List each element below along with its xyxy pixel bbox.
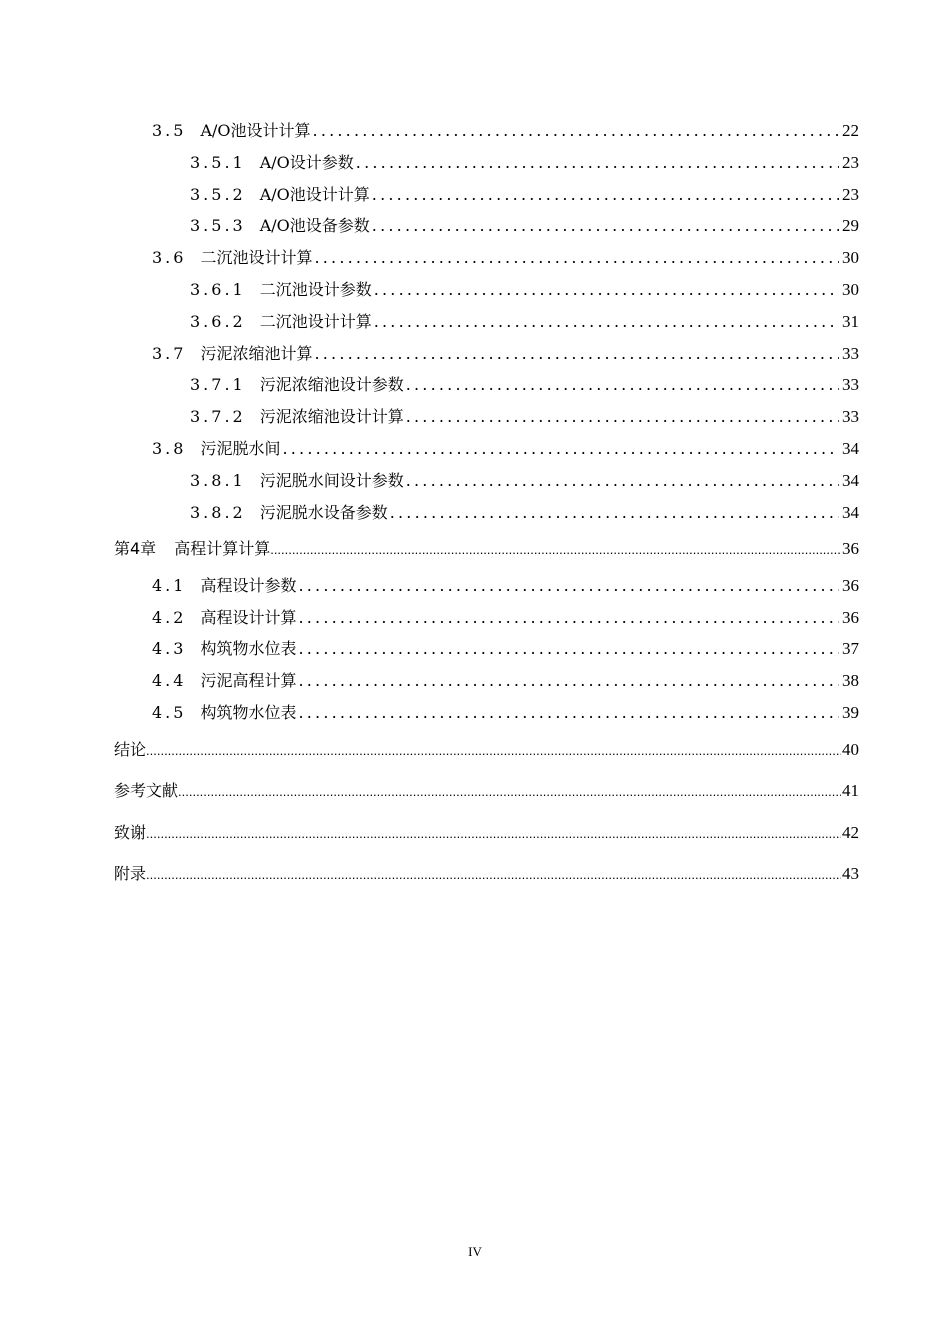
toc-entry[interactable] [0, 274, 950, 306]
toc-entry[interactable] [0, 497, 950, 529]
toc-entry-number: 4.4 [152, 671, 187, 691]
toc-entry-number: 4.2 [152, 607, 187, 627]
toc-entry-title: 高程设计计算 [200, 607, 297, 627]
toc-entry[interactable] [0, 633, 950, 665]
dot-leader [298, 570, 839, 602]
table-of-contents [0, 115, 950, 895]
dot-leader [298, 665, 839, 697]
toc-entry-title: 致谢 [114, 822, 147, 842]
toc-entry-number: 3.7.2 [190, 407, 246, 427]
toc-chapter-entry[interactable] [0, 770, 950, 812]
toc-entry[interactable] [0, 115, 950, 147]
toc-entry-title: A/O池设计计算 [259, 184, 370, 204]
toc-entry-page: 23 [842, 152, 859, 172]
toc-entry-page: 36 [842, 607, 859, 627]
toc-entry-title: 结论 [114, 739, 147, 759]
toc-entry[interactable] [0, 210, 950, 242]
toc-entry-title: 污泥浓缩池设计计算 [259, 407, 404, 427]
dot-leader [146, 854, 841, 896]
toc-entry-number: 3.6 [152, 248, 187, 268]
toc-entry[interactable] [0, 306, 950, 338]
toc-entry-number: 3.7 [152, 343, 187, 363]
toc-entry-title: 污泥脱水设备参数 [259, 502, 388, 522]
dot-leader [372, 210, 839, 242]
toc-chapter-entry[interactable] [0, 853, 950, 895]
dot-leader [313, 115, 839, 147]
toc-entry-page: 30 [842, 279, 859, 299]
dot-leader [298, 697, 839, 729]
toc-entry-title: 二沉池设计计算 [200, 248, 313, 268]
toc-entry-title: 污泥脱水间设计参数 [259, 470, 404, 490]
toc-entry[interactable] [0, 433, 950, 465]
toc-entry-title: 污泥浓缩池设计参数 [259, 375, 404, 395]
dot-leader [406, 465, 839, 497]
dot-leader [146, 730, 841, 772]
toc-entry-page: 40 [842, 739, 859, 759]
toc-entry-title: 高程设计参数 [200, 575, 297, 595]
toc-entry-number: 4.1 [152, 575, 187, 595]
dot-leader [374, 306, 839, 338]
toc-entry-title: 附录 [114, 864, 147, 884]
toc-entry-page: 33 [842, 375, 859, 395]
toc-entry-page: 34 [842, 470, 859, 490]
dot-leader [282, 433, 839, 465]
toc-entry[interactable] [0, 602, 950, 634]
dot-leader [390, 497, 839, 529]
toc-entry-page: 29 [842, 216, 859, 236]
toc-entry-number: 3.8 [152, 438, 187, 458]
toc-chapter-entry[interactable] [0, 528, 950, 570]
toc-entry-title: A/O池设备参数 [259, 216, 370, 236]
toc-entry-title: 污泥浓缩池计算 [200, 343, 313, 363]
dot-leader [356, 147, 839, 179]
toc-entry[interactable] [0, 465, 950, 497]
toc-entry-title: 参考文献 [114, 781, 179, 801]
toc-entry-number: 3.6.1 [190, 279, 246, 299]
dot-leader [178, 771, 841, 813]
toc-entry-number: 4.3 [152, 639, 187, 659]
toc-entry-number: 3.8.1 [190, 470, 246, 490]
toc-entry-title: 二沉池设计参数 [259, 279, 372, 299]
toc-entry-page: 22 [842, 121, 859, 140]
toc-entry[interactable] [0, 179, 950, 211]
toc-chapter-entry[interactable] [0, 729, 950, 771]
toc-entry-title: 构筑物水位表 [200, 703, 297, 723]
toc-entry-page: 42 [842, 822, 859, 842]
toc-entry-title: A/O设计参数 [259, 152, 354, 172]
toc-entry-page: 31 [842, 311, 859, 331]
dot-leader [146, 813, 841, 855]
toc-entry-page: 33 [842, 407, 859, 427]
toc-entry-page: 34 [842, 438, 859, 458]
toc-entry-number: 4.5 [152, 703, 187, 723]
toc-entry-number: 3.5 [152, 121, 187, 140]
dot-leader [406, 369, 839, 401]
toc-entry[interactable] [0, 147, 950, 179]
dot-leader [270, 529, 841, 571]
toc-entry-page: 37 [842, 639, 859, 659]
toc-entry[interactable] [0, 242, 950, 274]
toc-entry[interactable] [0, 665, 950, 697]
toc-entry[interactable] [0, 401, 950, 433]
toc-entry-title: 污泥脱水间 [200, 438, 281, 458]
toc-entry-number: 3.6.2 [190, 311, 246, 331]
toc-entry-title: 构筑物水位表 [200, 639, 297, 659]
toc-chapter-entry[interactable] [0, 812, 950, 854]
toc-entry-title: 污泥高程计算 [200, 671, 297, 691]
toc-entry-page: 36 [842, 575, 859, 595]
toc-entry-page: 39 [842, 703, 859, 723]
dot-leader [374, 274, 839, 306]
toc-entry-page: 23 [842, 184, 859, 204]
toc-entry-number: 3.8.2 [190, 502, 246, 522]
toc-chapter-number: 第4章 [114, 539, 157, 559]
dot-leader [314, 338, 839, 370]
toc-entry[interactable] [0, 338, 950, 370]
page-number: IV [468, 1244, 482, 1259]
dot-leader [314, 242, 839, 274]
toc-entry-number: 3.7.1 [190, 375, 246, 395]
toc-entry-page: 41 [842, 781, 859, 801]
dot-leader [298, 633, 839, 665]
toc-entry-page: 34 [842, 502, 859, 522]
toc-entry[interactable] [0, 570, 950, 602]
toc-entry-number: 3.5.1 [190, 152, 246, 172]
toc-entry-number: 3.5.3 [190, 216, 246, 236]
toc-entry-page: 43 [842, 864, 859, 884]
toc-entry-page: 33 [842, 343, 859, 363]
toc-entry-title: 二沉池设计计算 [259, 311, 372, 331]
dot-leader [406, 401, 839, 433]
dot-leader [298, 602, 839, 634]
toc-entry[interactable] [0, 697, 950, 729]
toc-entry-title: 高程计算计算 [174, 539, 271, 559]
toc-entry[interactable] [0, 369, 950, 401]
toc-entry-page: 36 [842, 539, 859, 559]
dot-leader [372, 179, 839, 211]
toc-entry-number: 3.5.2 [190, 184, 246, 204]
toc-entry-page: 38 [842, 671, 859, 691]
toc-entry-title: A/O池设计计算 [200, 121, 311, 140]
toc-entry-page: 30 [842, 248, 859, 268]
